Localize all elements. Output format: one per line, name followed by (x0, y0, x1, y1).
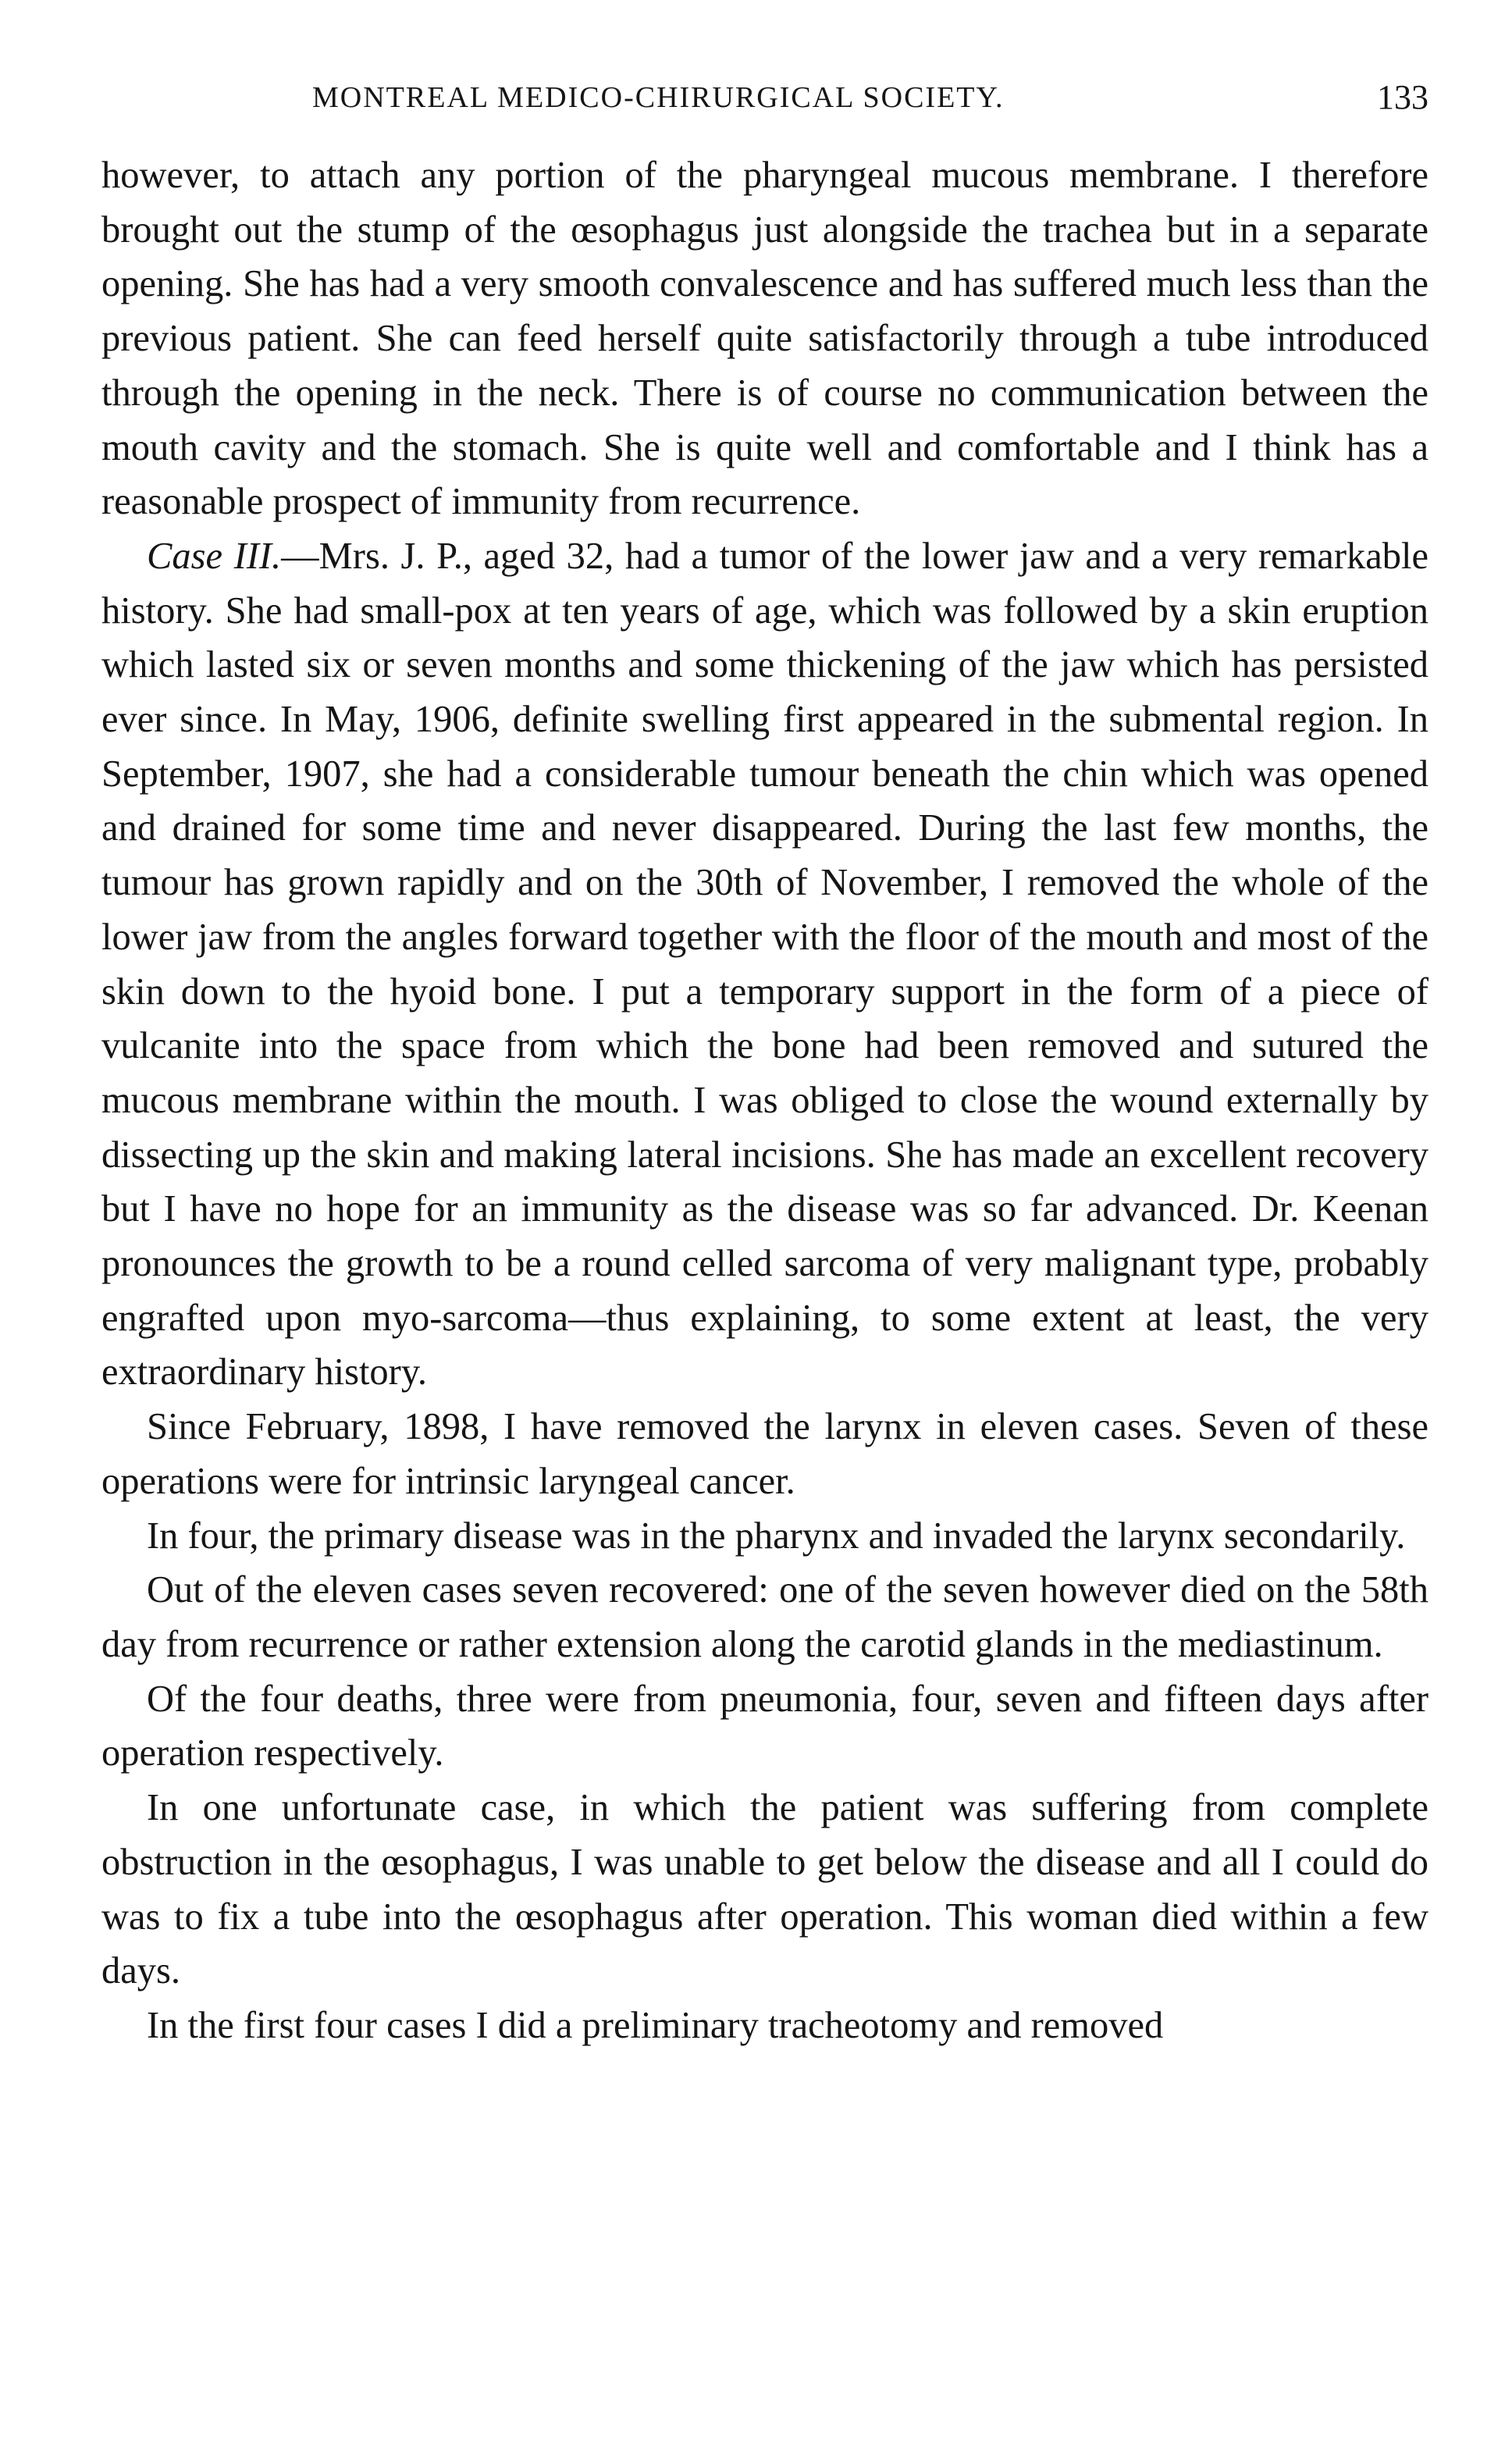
running-title: MONTREAL MEDICO-CHIRURGICAL SOCIETY. (312, 81, 1005, 114)
case-label: Case III. (147, 535, 282, 577)
page-number: 133 (1377, 78, 1428, 116)
paragraph-continued: however, to attach any portion of the pharyngeal mucous membrane. I therefore brought out the stump of the œsophagus just alongside the trachea but in a separate opening. She has had a very smooth convalescence and has suffered much less than the previous patient. She can feed herself quite satisfactorily through a tube introduced through the opening in the neck. There is of course no communication between the mouth cavity and the stomach. She is quite well and comfortable and I think has a reasonable prospect of immunity from recurrence. (101, 155, 1428, 523)
paragraph-larynx-cases: Since February, 1898, I have removed the larynx in eleven cases. Seven of these operations were for intrinsic laryngeal cancer. (101, 1406, 1428, 1502)
paragraph-first-four-cases: In the first four cases I did a preliminary tracheotomy and removed (147, 2004, 1164, 2046)
paragraph-recoveries: Out of the eleven cases seven recovered: one of the seven however died on the 58th day from recurrence or rather extension along the carotid glands in the mediastinum. (101, 1569, 1428, 1665)
paragraph-deaths: Of the four deaths, three were from pneumonia, four, seven and fifteen days after operation respectively. (101, 1678, 1428, 1774)
body-text (101, 148, 1428, 2053)
paragraph-case-iii (101, 529, 1428, 1400)
paragraph-unfortunate-case: In one unfortunate case, in which the patient was suffering from complete obstruction in the œsophagus, I was unable to get below the disease and all I could do was to fix a tube into the œsophagus after operation. This woman died within a few days. (101, 1787, 1428, 1992)
running-header (101, 70, 1428, 125)
paragraph-pharynx-cases: In four, the primary disease was in the pharynx and invaded the larynx secondarily. (147, 1515, 1406, 1557)
case-iii-text: —Mrs. J. P., aged 32, had a tumor of the lower jaw and a very remarkable history. She had small-pox at ten years of age, which was followed by a skin eruption which lasted six or seven months and some thickening of the jaw which has persisted ever since. In May, 1906, definite swelling first appeared in the submental region. In September, 1907, she had a considerable tumour beneath the chin which was opened and drained for some time and never disappeared. During the last few months, the tumour has grown rapidly and on the 30th of November, I removed the whole of the lower jaw from the angles forward together with the floor of the mouth and most of the skin down to the hyoid bone. I put a temporary support in the form of a piece of vulcanite into the space from which the bone had been removed and sutured the mucous membrane within the mouth. I was obliged to close the wound externally by dissecting up the skin and making lateral incisions. She has made an excellent recovery but I have no hope for an immunity as the disease was so far advanced. Dr. Keenan pronounces the growth to be a round celled sarcoma of very malignant type, probably engrafted upon myo-sarcoma—thus explaining, to some extent at least, the very extraordinary history. (101, 535, 1429, 1394)
